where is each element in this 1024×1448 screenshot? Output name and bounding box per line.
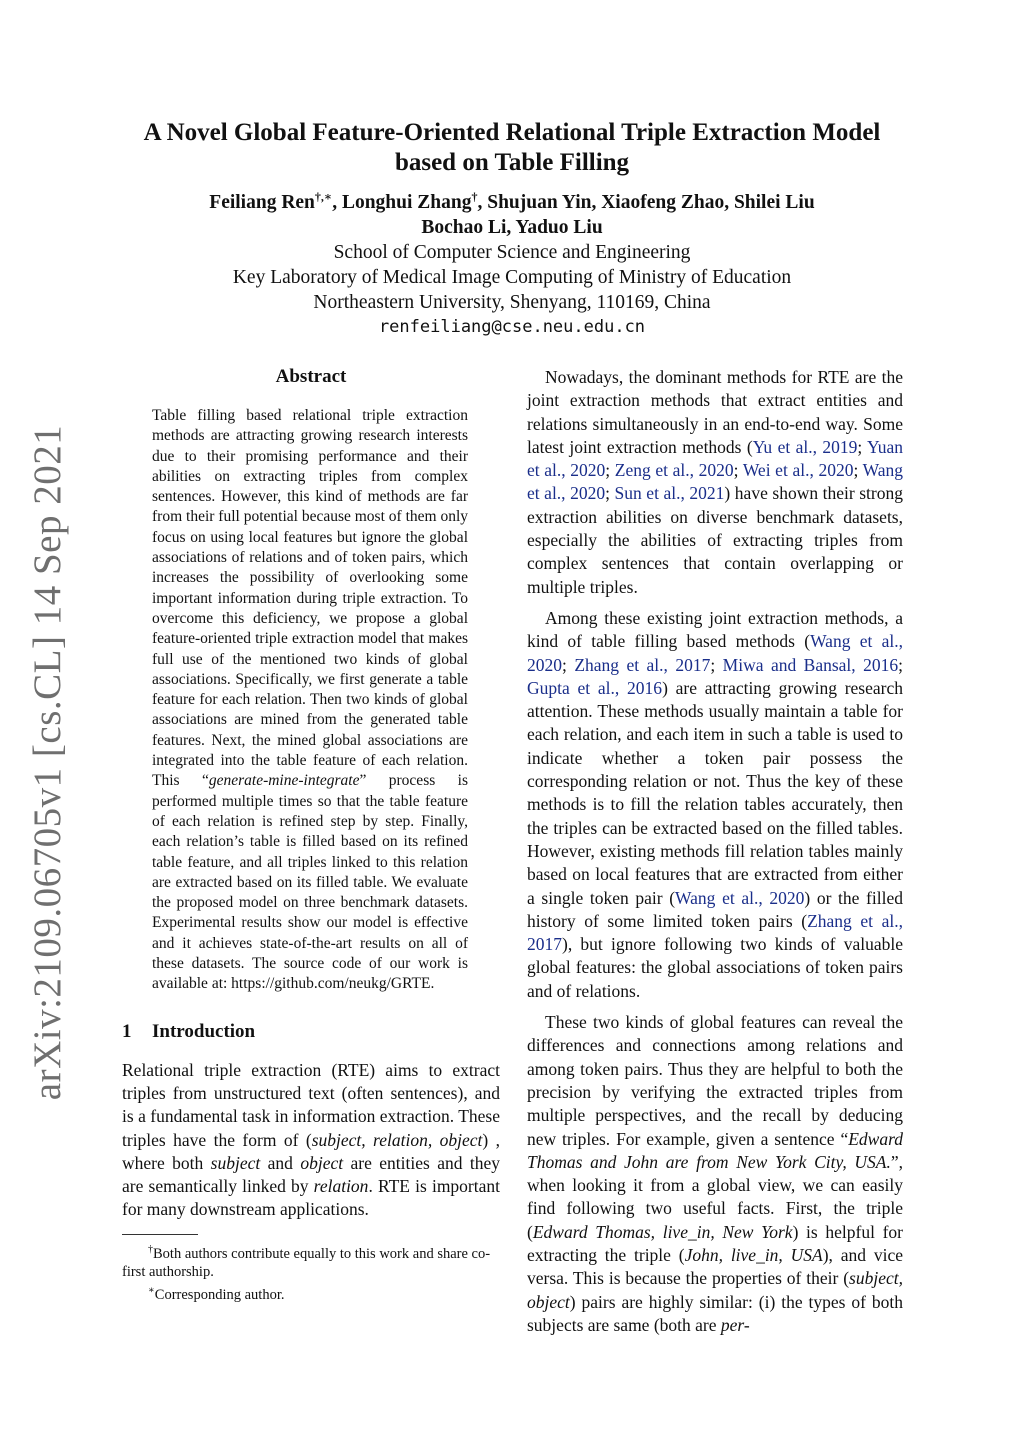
affiliation-3: Northeastern University, Shenyang, 110169, China [313, 292, 711, 313]
citation-link[interactable]: Miwa and Bansal, 2016 [722, 654, 899, 675]
arxiv-id-text: arXiv:2109.06705v1 [cs.CL] 14 Sep 2021 [26, 424, 70, 1100]
author-name: Feiliang Ren [209, 192, 315, 213]
title-line-2: based on Table Filling [394, 149, 630, 176]
section-title: Introduction [152, 1020, 256, 1042]
citation-link[interactable]: Gupta et al., 2016 [527, 677, 663, 698]
author-name: , Longhui Zhang [332, 192, 472, 213]
citation-link[interactable]: Wang et al., 2020 [675, 887, 805, 908]
affiliation-1: School of Computer Science and Engineering [333, 242, 691, 263]
section-heading-introduction [122, 1019, 500, 1045]
citation-link[interactable]: Zhang et al., 2017 [527, 910, 904, 955]
footnote-mark: ∗ [148, 1284, 155, 1296]
citation-link[interactable]: Sun et al., 2021 [614, 483, 725, 504]
section-number: 1 [122, 1020, 132, 1042]
author-name: , Shujuan Yin, Xiaofeng Zhao, Shilei Liu [477, 192, 815, 213]
citation-link[interactable]: Yu et al., 2019 [752, 436, 858, 457]
citation-link[interactable]: Wei et al., 2020 [742, 460, 854, 481]
title-line-1: A Novel Global Feature-Oriented Relational Triple Extraction Model [143, 119, 881, 146]
paragraph-joint-extraction: Nowadays, the dominant methods for RTE are the joint extraction methods that extract entities and relations simultaneously in an end-to-end way. Some latest joint extraction methods (Yu et al., 2019; Yuan et al., 2020; Zeng et al., 2020; Wei et al., 2020; Wang et al., 2020; Sun et al., 2021) have shown their strong extraction abilities on diverse benchmark datasets, especially the abilities of extracting triples from complex sentences that contain overlapping or multiple triples. [527, 367, 904, 597]
citation-link[interactable]: Yuan et al., 2020 [527, 436, 903, 481]
paragraph-table-filling: Among these existing joint extraction methods, a kind of table filling based methods (Wang et al., 2020; Zhang et al., 2017; Miwa and Bansal, 2016; Gupta et al., 2016) are attracting growing research attention. These methods usually maintain a table for each relation, and each item in such a table is used to indicate whether a token pair possess the corresponding relation or not. Thus the key of these methods is to fill the relation tables accurately, then the triples can be extracted based on the filled tables. However, existing methods fill relation tables mainly based on local features that are extracted from either a single token pair (Wang et al., 2020) or the filled history of some limited token pairs (Zhang et al., 2017), but ignore following two kinds of valuable global features: the global associations of token pairs and of relations. [527, 607, 904, 1001]
footnote-rule [122, 1234, 198, 1235]
author-names-line-1 [100, 190, 924, 215]
citation-link[interactable]: Zeng et al., 2020 [614, 460, 734, 481]
citation-link[interactable]: Wang et al., 2020 [527, 460, 904, 504]
left-column [122, 364, 500, 1304]
author-email: renfeiliang@cse.neu.edu.cn [378, 317, 646, 337]
citation-link[interactable]: Zhang et al., 2017 [574, 654, 711, 675]
abstract-heading: Abstract [275, 366, 347, 387]
abstract-text: Table filling based relational triple extraction methods are attracting growing research interests due to their promising performance and their abilities on extracting triples from complex sentences. However, this kind of methods are far from their full potential because most of them only focus on using local features but ignore the global associations of relations and of token pairs, which increases the possibility of overlooking some important information during triple extraction. To overcome this deficiency, we propose a global feature-oriented triple extraction model that makes full use of the mentioned two kinds of global associations. Specifically, we first generate a table feature for each relation. Then two kinds of global associations are mined from the generated table features. Next, the mined global associations are integrated into the table feature of each relation. This “generate-mine-integrate” process is performed multiple times so that the table feature of each relation is refined step by step. Finally, each relation’s table is filled based on its refined table feature, and all triples linked to this relation are extracted based on its filled table. We evaluate the proposed model on three benchmark datasets. Experimental results show our model is effective and it achieves state-of-the-art results on all of these datasets. The source code of our work is available at: https://github.com/neukg/GRTE. [152, 407, 468, 993]
paragraph-global-features: These two kinds of global features can reveal the differences and connections among relations and among token pairs. Thus they are helpful to both the precision by verifying the extracted triples from multiple perspectives, and the recall by deducing new triples. For example, given a sentence “Edward Thomas and John are from New York City, USA.”, when looking it from a global view, we can easily find following two useful facts. First, the triple (Edward Thomas, live_in, New York) is helpful for extracting the triple (John, live_in, USA), and vice versa. This is because the properties of their (subject, object) pairs are highly similar: (i) the types of both subjects are same (both are per- [527, 1012, 904, 1335]
author-names-line-2: Bochao Li, Yaduo Liu [421, 217, 603, 238]
author-mark: †,∗ [314, 189, 333, 204]
affiliation-2: Key Laboratory of Medical Image Computing of Ministry of Education [232, 267, 792, 288]
arxiv-identifier [18, 424, 78, 1100]
author-block [100, 190, 924, 340]
right-column [527, 366, 903, 1337]
citation-link[interactable]: Wang et al., 2020 [527, 631, 903, 675]
author-mark: † [471, 189, 478, 204]
footnote-mark: † [148, 1243, 153, 1255]
footnotes [122, 1234, 500, 1304]
paper-title [100, 118, 924, 178]
intro-paragraph-1: Relational triple extraction (RTE) aims to extract triples from unstructured text (often sentences), and is a fundamental task in information extraction. These triples have the form of (subject, relation, object) , where both subject and object are entities and they are semantically linked by relation. RTE is important for many downstream applications. [122, 1059, 500, 1220]
footnote-1: †Both authors contribute equally to this work and share co-first authorship. [122, 1243, 491, 1281]
footnote-2: ∗Corresponding author. [148, 1284, 285, 1303]
